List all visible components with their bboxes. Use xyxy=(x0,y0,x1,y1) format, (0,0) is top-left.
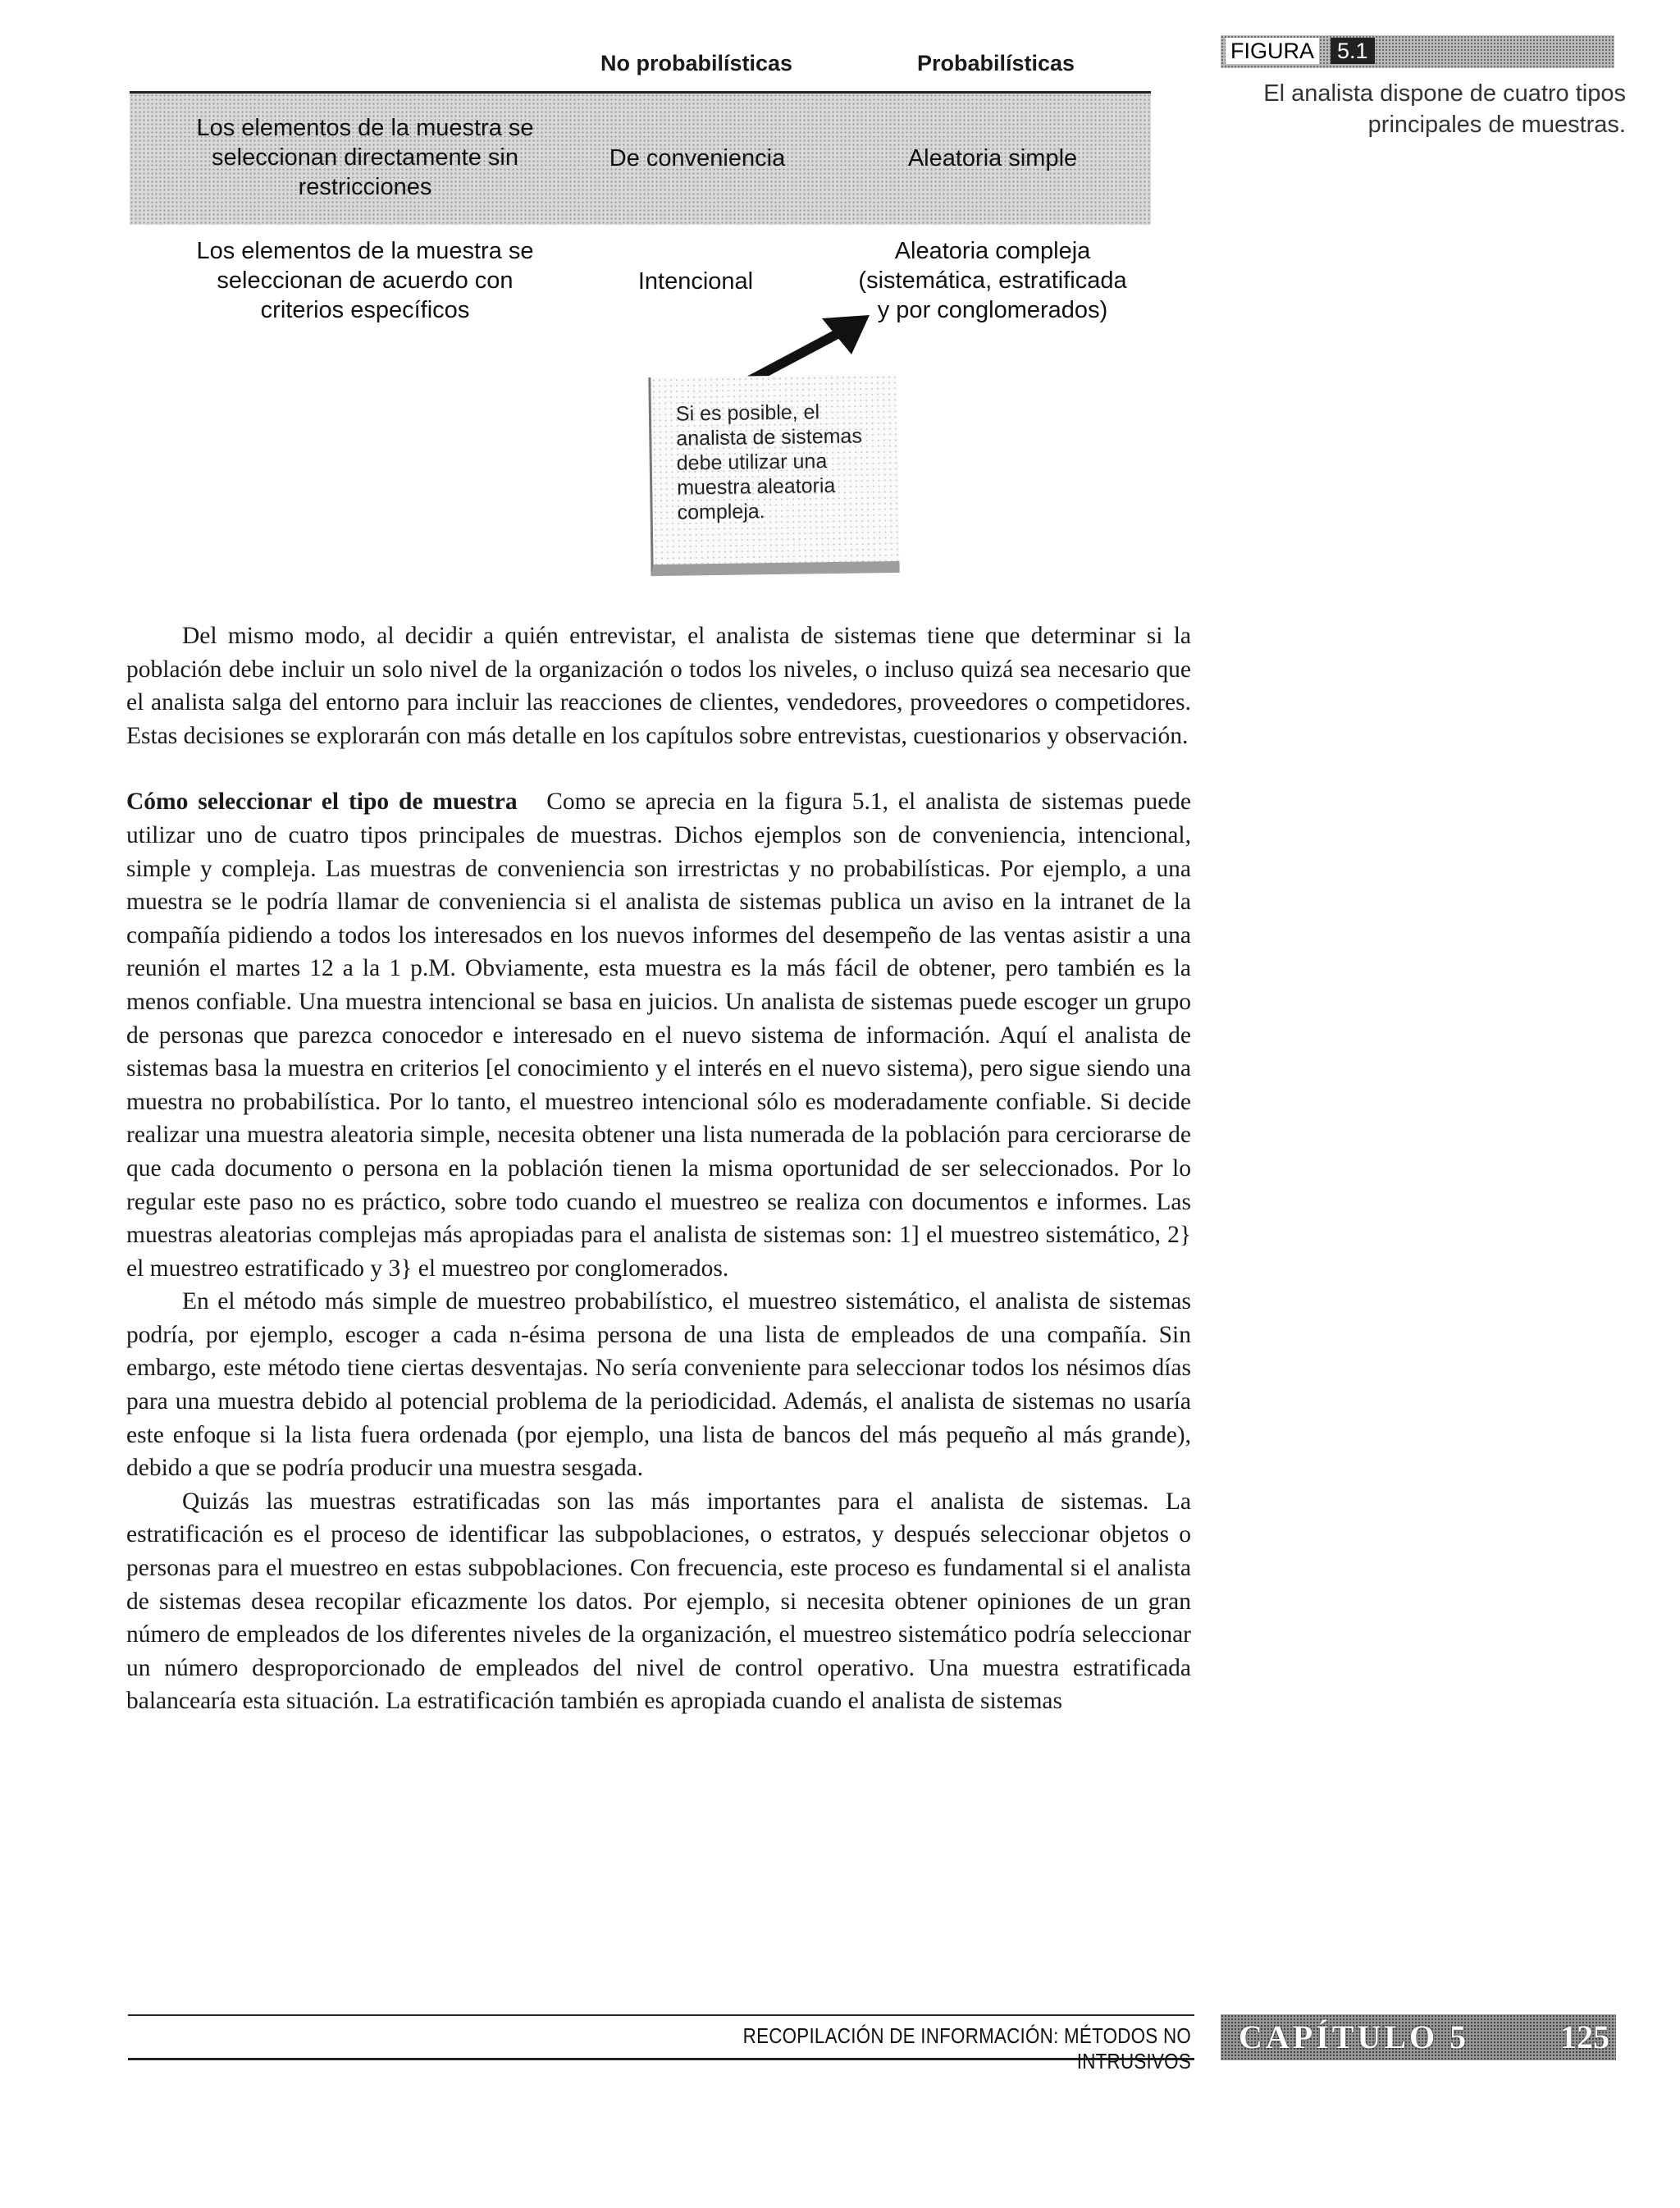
page-number: 125 xyxy=(1560,2018,1609,2055)
callout-note xyxy=(648,374,899,576)
footer-rule-top xyxy=(128,2014,1194,2016)
paragraph: Del mismo modo, al decidir a quién entrevistar, el analista de sistemas tiene que determinar si la población debe incluir un solo nivel de la organización o todos los niveles, o incluso quizá sea necesario que el analista salga del entorno para incluir las reacciones de clientes, vendedores, proveedores o competidores. Estas decisiones se explorarán con más detalle en los capítulos sobre entrevistas, cuestionarios y observación. xyxy=(126,623,1191,749)
paragraph: En el método más simple de muestreo probabilístico, el muestreo sistemático, el analista de sistemas podría, por ejemplo, escoger a cada n-ésima persona de una lista de empleados de una compañía. Sin embargo, este método tiene ciertas desventajas. No sería conveniente para seleccionar todos los nésimos días para una muestra debido al potencial problema de la periodicidad. Además, el analista de sistemas no usaría este enfoque si la lista fuera ordenada (por ejemplo, una lista de bancos del más pequeño al más grande), debido a que se podría producir una muestra sesgada. xyxy=(126,1288,1191,1482)
body-text xyxy=(126,619,1191,1718)
paragraph: Quizás las muestras estratificadas son las más importantes para el analista de sistemas. La estratificación es el proceso de identificar las subpoblaciones, o estratos, y después seleccionar objetos o personas para el muestreo en estas subpoblaciones. Con frecuencia, este proceso es fundamental si el analista de sistemas desea recopilar eficazmente los datos. Por ejemplo, si necesita obtener opiniones de un gran número de empleados de los diferentes niveles de la organización, el muestreo sistemático podría seleccionar un número desproporcionado de empleados del nivel de control operativo. Una muestra estratificada balancearía esta situación. La estratificación también es apropiada cuando el analista de sistemas xyxy=(126,1488,1191,1715)
callout-text: Si es posible, el analista de sistemas debe utilizar una muestra aleatoria compleja. xyxy=(675,400,863,524)
column-header-non-probabilistic: No probabilísticas xyxy=(600,51,793,75)
row-specific-criteria: Los elementos de la muestra se seleccionan de acuerdo con criterios específicos xyxy=(196,238,534,323)
cell-simple-random: Aleatoria simple xyxy=(907,145,1078,171)
section-heading: Cómo seleccionar el tipo de muestra xyxy=(126,789,518,816)
figure-caption: El analista dispone de cuatro tipos principales de muestras. xyxy=(1263,80,1626,138)
row-unrestricted-criteria: Los elementos de la muestra se seleccionan directamente sin restricciones xyxy=(196,115,534,200)
paragraph-section xyxy=(126,785,1191,1285)
paragraph-text: Como se aprecia en la figura 5.1, el analista de sistemas puede utilizar uno de cuatro tipos principales de muestras. Dichos ejemplos son de conveniencia, intencional, simple y compleja. Las muestras de conveniencia son irrestrictas y no probabilísticas. Por ejemplo, a una muestra se le podría llamar de conveniencia si el analista de sistemas publica un aviso en la intranet de la compañía pidiendo a todos los interesados en los nuevos informes del desempeño de las ventas asistir a una reunión el martes 12 a la 1 p.M. Obviamente, esta muestra es la más fácil de obtener, pero también es la menos confiable. Una muestra intencional se basa en juicios. Un analista de sistemas puede escoger un grupo de personas que parezca conocedor e interesado en el nuevo sistema de información. Aquí el analista de sistemas basa la muestra en criterios [el conocimiento y el interés en el nuevo sistema), pero sigue siendo una muestra no probabilística. Por lo tanto, el muestreo intencional sólo es moderadamente confiable. Si decide realizar una muestra aleatoria simple, necesita obtener una lista numerada de la población para cerciorarse de que cada documento o persona en la población tienen la misma oportunidad de ser seleccionados. Por lo regular este paso no es práctico, sobre todo cuando el muestreo se realiza con documentos e informes. Las muestras aleatorias complejas más apropiadas para el analista de sistemas son: 1] el muestreo sistemático, 2} el muestreo estratificado y 3} el muestreo por conglomerados. xyxy=(126,789,1192,1282)
running-title: RECOPILACIÓN DE INFORMACIÓN: MÉTODOS NO INTRUSIVOS xyxy=(742,2023,1191,2073)
cell-convenience: De conveniencia xyxy=(609,145,786,171)
column-header-probabilistic: Probabilísticas xyxy=(917,51,1075,75)
figure-tag-number: 5.1 xyxy=(1331,38,1375,64)
cell-complex-random: Aleatoria compleja (sistemática, estratificada y por conglomerados) xyxy=(858,238,1127,323)
figure-tag-label: FIGURA xyxy=(1226,38,1319,64)
cell-purposive: Intencional xyxy=(637,268,754,295)
chapter-label: CAPÍTULO 5 xyxy=(1239,2018,1470,2055)
